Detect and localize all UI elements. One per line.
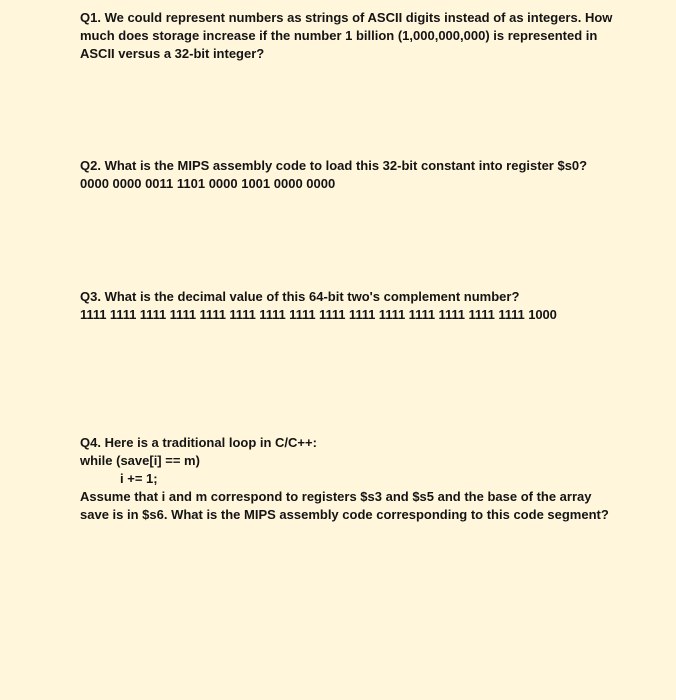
- question-4-intro: Q4. Here is a traditional loop in C/C++:: [80, 435, 317, 450]
- question-4-code-line-2: i += 1;: [120, 471, 158, 486]
- question-4: [80, 434, 620, 524]
- question-3-prompt: Q3. What is the decimal value of this 64-bit two's complement number?: [80, 289, 520, 304]
- question-2: [80, 157, 620, 193]
- question-4-code-line-1: while (save[i] == m): [80, 453, 200, 468]
- question-2-constant: 0000 0000 0011 1101 0000 1001 0000 0000: [80, 176, 336, 191]
- question-3: [80, 288, 620, 324]
- question-2-prompt: Q2. What is the MIPS assembly code to load this 32-bit constant into register $s0?: [80, 158, 588, 173]
- question-4-text: Assume that i and m correspond to registers $s3 and $s5 and the base of the array save is in $s6. What is the MIPS assembly code corresponding to this code segment?: [80, 489, 609, 522]
- question-1-text: Q1. We could represent numbers as strings of ASCII digits instead of as integers. How much does storage increase if the number 1 billion (1,000,000,000) is represented in ASCII versus a 32-bit integer?: [80, 10, 613, 61]
- question-3-number: 1111 1111 1111 1111 1111 1111 1111 1111 1111 1111 1111 1111 1111 1111 1111 1000: [80, 307, 557, 322]
- question-1: [80, 9, 620, 63]
